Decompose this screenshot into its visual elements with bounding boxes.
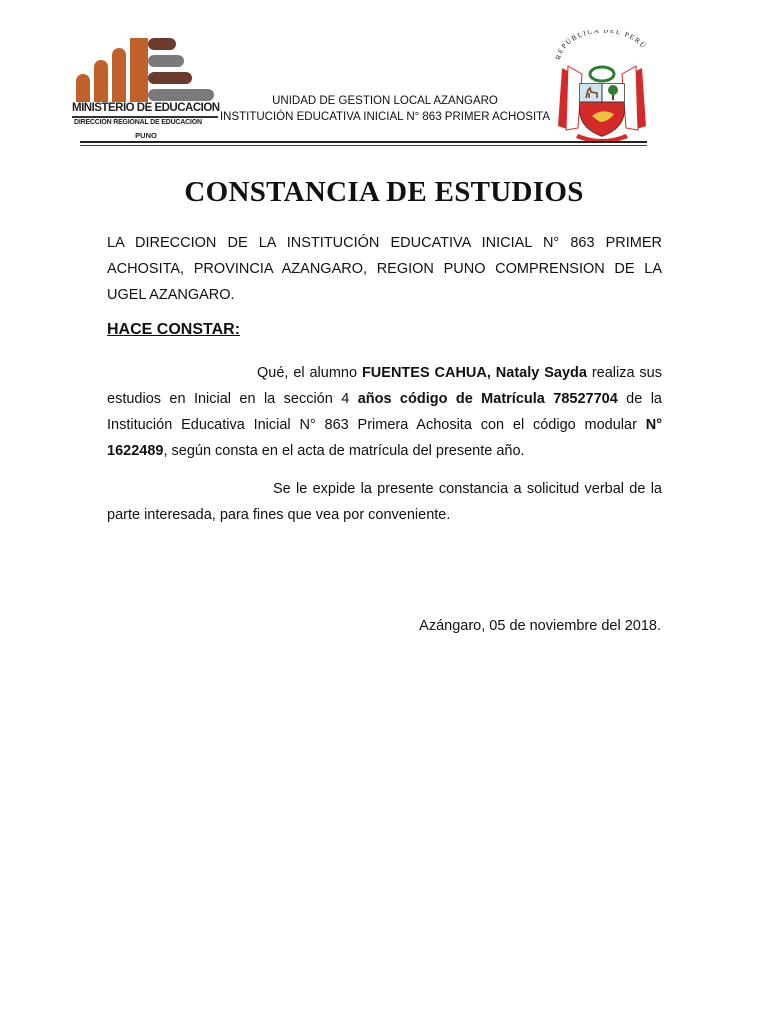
student-surname: FUENTES CAHUA, [361, 365, 491, 381]
matricula-code: 78527704 [553, 391, 618, 407]
header-line-2: INSTITUCIÓN EDUCATIVA INICIAL N° 863 PRIMER ACHOSITA [219, 111, 551, 123]
document-title: CONSTANCIA DE ESTUDIOS [184, 176, 584, 208]
header-text [210, 93, 560, 125]
svg-text:REPÚBLICA DEL PERÚ [554, 30, 648, 61]
years-label: años código de Matrícula [357, 391, 545, 407]
header-rule-secondary [80, 145, 647, 146]
closing-text: Se le expide la presente constancia a solicitud verbal de la parte interesada, para fines que vea por conveniente. [107, 481, 662, 523]
ministerio-logo [72, 36, 220, 146]
closing-paragraph [107, 476, 662, 528]
intro-paragraph: LA DIRECCION DE LA INSTITUCIÓN EDUCATIVA INICIAL N° 863 PRIMER ACHOSITA, PROVINCIA AZANGARO, REGION PUNO COMPRENSION DE LA UGEL AZANGARO. [107, 235, 662, 303]
ministerio-name: MINISTERIO DE EDUCACION [72, 102, 220, 114]
header-rule [80, 141, 647, 143]
header-line-1: UNIDAD DE GESTION LOCAL AZANGARO [272, 95, 498, 107]
modular-code: N° 1622489 [107, 417, 662, 459]
region-name: PUNO [135, 131, 157, 140]
direccion-regional: DIRECCION REGIONAL DE EDUCACION [74, 119, 202, 126]
body-text-2: realiza sus estudios en Inicial en la sección 4 [107, 365, 662, 407]
logo-divider [72, 116, 218, 118]
hace-constar-heading: HACE CONSTAR: [107, 321, 241, 338]
document-date: Azángaro, 05 de noviembre del 2018. [419, 618, 661, 634]
student-name: Nataly Sayda [495, 365, 587, 381]
coat-text: REPÚBLICA DEL PERÚ [553, 30, 649, 61]
body-text-4: , según consta en el acta de matrícula del presente año. [163, 443, 525, 459]
body-paragraph [107, 360, 662, 464]
body-text-3: de la Institución Educativa Inicial N° 863 Primera Achosita con el código modular [107, 391, 662, 433]
ministerio-logo-icon [72, 36, 220, 102]
coat-of-arms [548, 30, 656, 142]
body-text-1: Qué, el alumno [257, 365, 362, 381]
peru-coat-of-arms-icon [548, 30, 656, 142]
